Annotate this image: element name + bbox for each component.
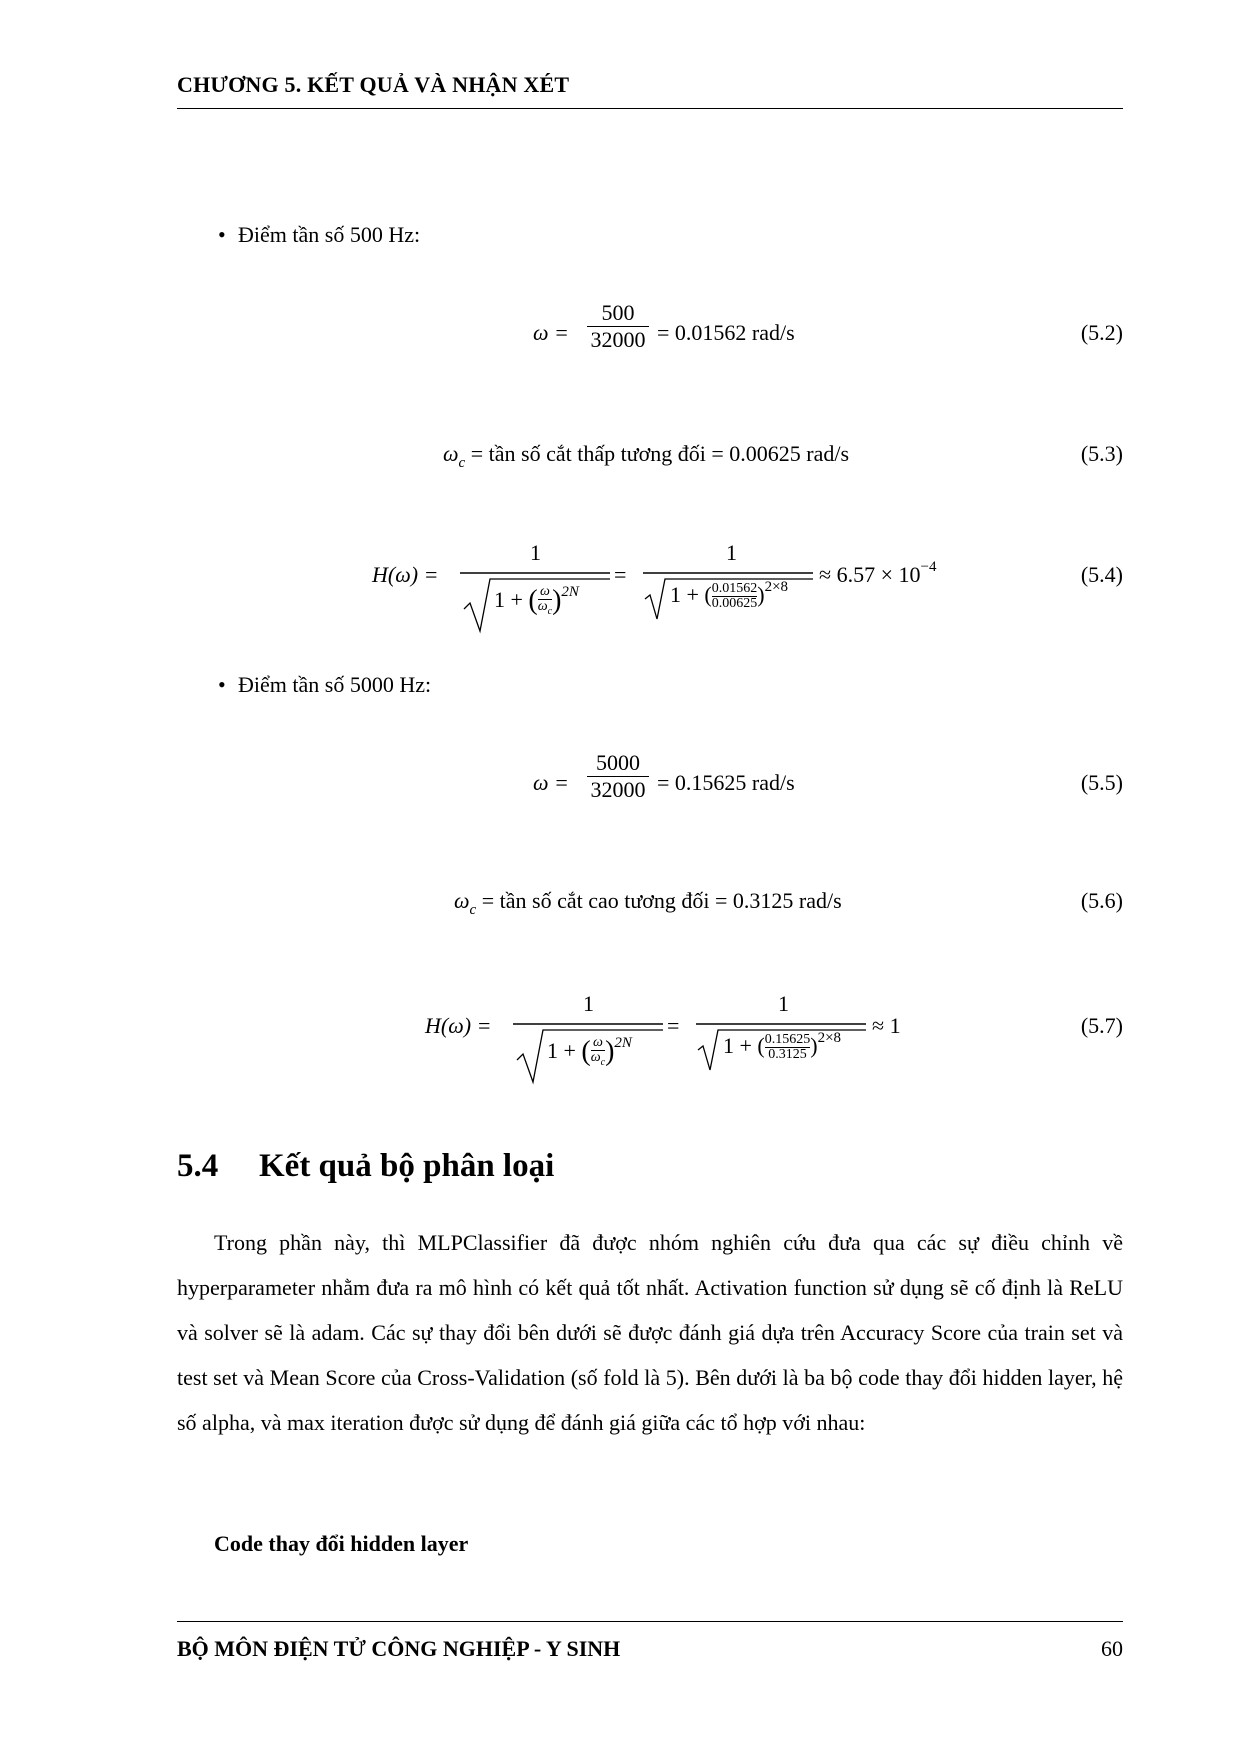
fraction-2-numerator: 1 (726, 540, 737, 565)
equation-number: (5.3) (1080, 441, 1123, 466)
eq-approx: ≈ $6.57 \times 10^{-4}$ (819, 559, 937, 587)
inner-numerator: 0.15625 (764, 1032, 811, 1048)
fraction-1-numerator: 1 (530, 540, 541, 565)
page-number: 60 (1101, 1636, 1123, 1661)
equation-5-3 (177, 441, 1123, 477)
eq-fraction (587, 750, 649, 803)
equation-number: (5.6) (1080, 888, 1123, 913)
eq-content (454, 888, 842, 918)
eq-equals: = (614, 562, 627, 587)
equation-5-4 (177, 540, 1123, 650)
fraction-1-numerator: 1 (583, 991, 594, 1016)
inner-numerator: 0.01562 (711, 581, 758, 597)
equation-number: (5.2) (1080, 320, 1123, 345)
fraction-numerator: 500 (601, 300, 635, 325)
eq-content (443, 441, 850, 471)
fraction-denominator: 32000 (590, 327, 646, 352)
fraction-1-denominator: 1 + ( $\frac{\omega}{\omega_c}$ )$^{2N}$ (547, 1035, 632, 1068)
equation-5-2 (177, 300, 1123, 370)
subscript-c: c (469, 902, 477, 918)
eq-rhs: = tần số cắt cao tương đối = 0.3125 rad/s (481, 888, 842, 913)
bullet-dot: • (218, 222, 226, 247)
section-title-text: Kết quả bộ phân loại (259, 1148, 555, 1184)
running-header (177, 68, 1123, 109)
exponent-2x8: 2×8 (764, 579, 789, 595)
eq-rhs: = tần số cắt thấp tương đối = 0.00625 rad/s (470, 441, 850, 466)
eq-lhs: ω = (533, 320, 569, 345)
bullet-label: Điểm tần số 500 Hz: (238, 222, 421, 247)
fraction-2-denominator: 1 + ( $\frac{0.01562}{0.00625}$ )$^{2\times 8}$ (670, 579, 789, 612)
department-name: BỘ MÔN ĐIỆN TỬ CÔNG NGHIỆP - Y SINH (177, 1636, 621, 1661)
eq-lhs: H(ω) = (372, 562, 439, 587)
omega-symbol: ω (454, 888, 470, 913)
fraction-2-numerator: 1 (778, 991, 789, 1016)
body-paragraph (177, 1220, 1123, 1445)
section-heading (177, 1148, 554, 1185)
fraction-2-denominator: 1 + ( $\frac{0.15625}{0.3125}$ )$^{2\times 8}$ (723, 1030, 842, 1063)
omega-symbol: ω (443, 441, 459, 466)
fraction-1-denominator: 1 + ( $\frac{\omega}{\omega_c}$ )$^{2N}$ (494, 584, 579, 617)
exponent-2n: 2N (614, 1035, 632, 1051)
eq-approx: ≈ 1 (872, 1013, 901, 1038)
fraction-numerator: 5000 (596, 750, 640, 775)
eq-fraction (587, 300, 649, 353)
eq-lhs: ω = (533, 770, 569, 795)
eq-equals: = (667, 1013, 680, 1038)
exponent-2x8: 2×8 (817, 1030, 842, 1046)
bullet-label: Điểm tần số 5000 Hz: (238, 672, 432, 697)
equation-5-5 (177, 750, 1123, 820)
eq-lhs: H(ω) = (425, 1013, 492, 1038)
running-footer (177, 1621, 1123, 1672)
exponent-2n: 2N (561, 584, 579, 600)
bullet-dot: • (218, 672, 226, 697)
equation-5-6 (177, 888, 1123, 924)
equation-number: (5.7) (1080, 1013, 1123, 1038)
approx-exponent: −4 (920, 559, 937, 575)
code-subheading: Code thay đổi hidden layer (214, 1531, 469, 1556)
paragraph-text: Trong phần này, thì MLPClassifier đã được nhóm nghiên cứu đưa qua các sự điều chỉnh về hyperparameter nhằm đưa ra mô hình có kết quả tốt nhất. Activation function sử dụng sẽ cố định là ReLU và solver sẽ là adam. Các sự thay đổi bên dưới sẽ được đánh giá dựa trên Accuracy Score của train set và test set và Mean Score của Cross-Validation (số fold là 5). Bên dưới là ba bộ code thay đổi hidden layer, hệ số alpha, và max iteration được sử dụng để đánh giá giữa các tổ hợp với nhau: (177, 1230, 1123, 1435)
subscript-c: c (458, 455, 466, 471)
chapter-title: CHƯƠNG 5. KẾT QUẢ VÀ NHẬN XÉT (177, 72, 570, 97)
section-number: 5.4 (177, 1148, 219, 1184)
eq-rhs: = 0.15625 rad/s (657, 770, 795, 795)
fraction-denominator: 32000 (590, 777, 646, 802)
equation-5-7 (177, 991, 1123, 1101)
eq-rhs: = 0.01562 rad/s (657, 320, 795, 345)
inner-denominator: 0.3125 (768, 1047, 807, 1063)
equation-number: (5.5) (1080, 770, 1123, 795)
equation-number: (5.4) (1080, 562, 1123, 587)
inner-denominator: 0.00625 (711, 596, 758, 612)
